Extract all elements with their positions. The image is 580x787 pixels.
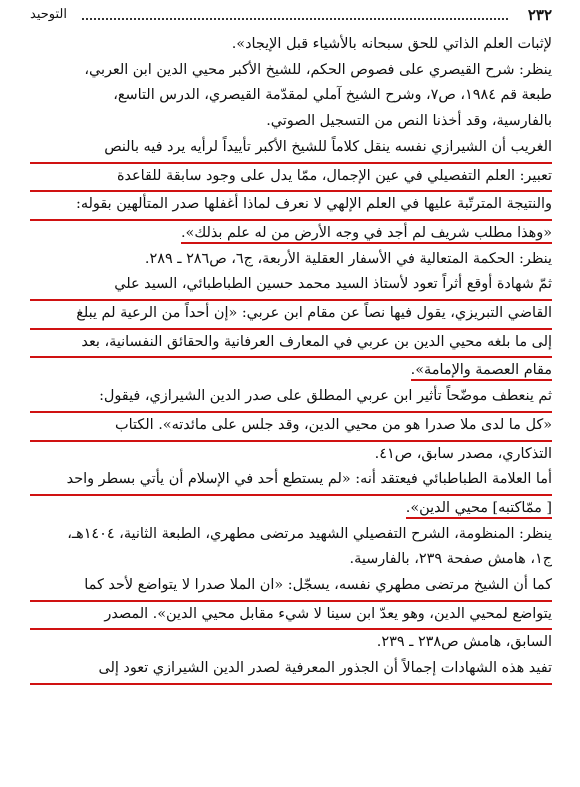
text-line-underlined: القاضي التبريزي، يقول فيها نصاً عن مقام ابن عربي: «إن أحداً من الرعية لم يبلغ [30, 301, 552, 330]
text-line-underlined: إلى ما بلغه محيي الدين بن عربي في المعارف العرفانية والحقائق النفسانية، بعد [30, 330, 552, 359]
text-line-underlined [30, 358, 552, 384]
text-line-underlined: يتواضع لمحيي الدين، وهو يعدّ ابن سينا لا شيء مقابل محيي الدين». المصدر [30, 602, 552, 631]
text-line-underlined: ثمّ شهادة أوقع أثراً تعود لأستاذ السيد محمد حسين الطباطبائي، السيد علي [30, 272, 552, 301]
text-line: ينظر: الحكمة المتعالية في الأسفار العقلية الأربعة، ج٦، ص٢٨٦ ـ ٢٨٩. [144, 250, 552, 267]
underlined-quote: «وهذا مطلب شريف لم أجد في وجه الأرض من له علم بذلك». [181, 225, 552, 244]
text-line: السابق، هامش ص٢٣٨ ـ ٢٣٩. [376, 634, 552, 651]
body-text [30, 32, 552, 685]
running-header [30, 6, 552, 26]
text-line: التذكاري، مصدر سابق، ص٤١. [374, 445, 552, 462]
text-line-underlined: تفيد هذه الشهادات إجمالاً أن الجذور المعرفية لصدر الدين الشيرازي تعود إلى [30, 656, 552, 685]
text-line: طبعة قم ١٩٨٤، ص٧، وشرح الشيخ آملي لمقدّمة القيصري، الدرس التاسع، [113, 87, 552, 104]
text-line: لإثبات العلم الذاتي للحق سبحانه بالأشياء قبل الإيجاد». [231, 36, 552, 52]
text-line: ج١، هامش صفحة ٢٣٩، بالفارسية. [349, 551, 552, 568]
text-line-underlined: ثم ينعطف موضّحاً تأثير ابن عربي المطلق على صدر الدين الشيرازي، فيقول: [30, 384, 552, 413]
text-line: ينظر: شرح القيصري على فصوص الحكم، للشيخ الأكبر محيي الدين ابن العربي، [84, 61, 552, 78]
text-line-underlined: كما أن الشيخ مرتضى مطهري نفسه، يسجّل: «ان الملا صدرا لا يتواضع لأحد كما [30, 573, 552, 602]
page-number: ٢٣٢ [527, 6, 552, 24]
text-line-underlined: «كل ما لدى ملا صدرا هو من محيي الدين، وقد جلس على مائدته». الكتاب [30, 413, 552, 442]
text-line: بالفارسية، وقد أخذنا النص من التسجيل الصوتي. [266, 113, 552, 130]
text-line-underlined: أما العلامة الطباطبائي فيعتقد أنه: «لم يستطع أحد في الإسلام أن يأتي بسطر واحد [30, 467, 552, 496]
text-line: ينظر: المنظومة، الشرح التفصيلي الشهيد مرتضى مطهري، الطبعة الثانية، ١٤٠٤هـ، [67, 525, 552, 542]
text-line-underlined [30, 221, 552, 247]
header-dotted-leader [82, 18, 508, 20]
underlined-quote: [ ممّاكتبه] محيي الدين». [406, 500, 552, 519]
running-title: التوحيد [30, 7, 67, 22]
text-line-underlined: الغريب أن الشيرازي نفسه ينقل كلاماً للشيخ الأكبر تأييداً لرأيه يرد فيه بالنص [30, 135, 552, 164]
text-line-underlined: تعبير: العلم التفصيلي في عين الإجمال، ممّا يدل على وجود سابقة للقاعدة [30, 164, 552, 193]
underlined-quote: مقام العصمة والإمامة». [411, 362, 552, 381]
text-line-underlined [30, 496, 552, 522]
text-line-underlined: والنتيجة المترتّبة عليها في العلم الإلهي لا نعرف لماذا أغفلها صدر المتألهين بقوله: [30, 192, 552, 221]
